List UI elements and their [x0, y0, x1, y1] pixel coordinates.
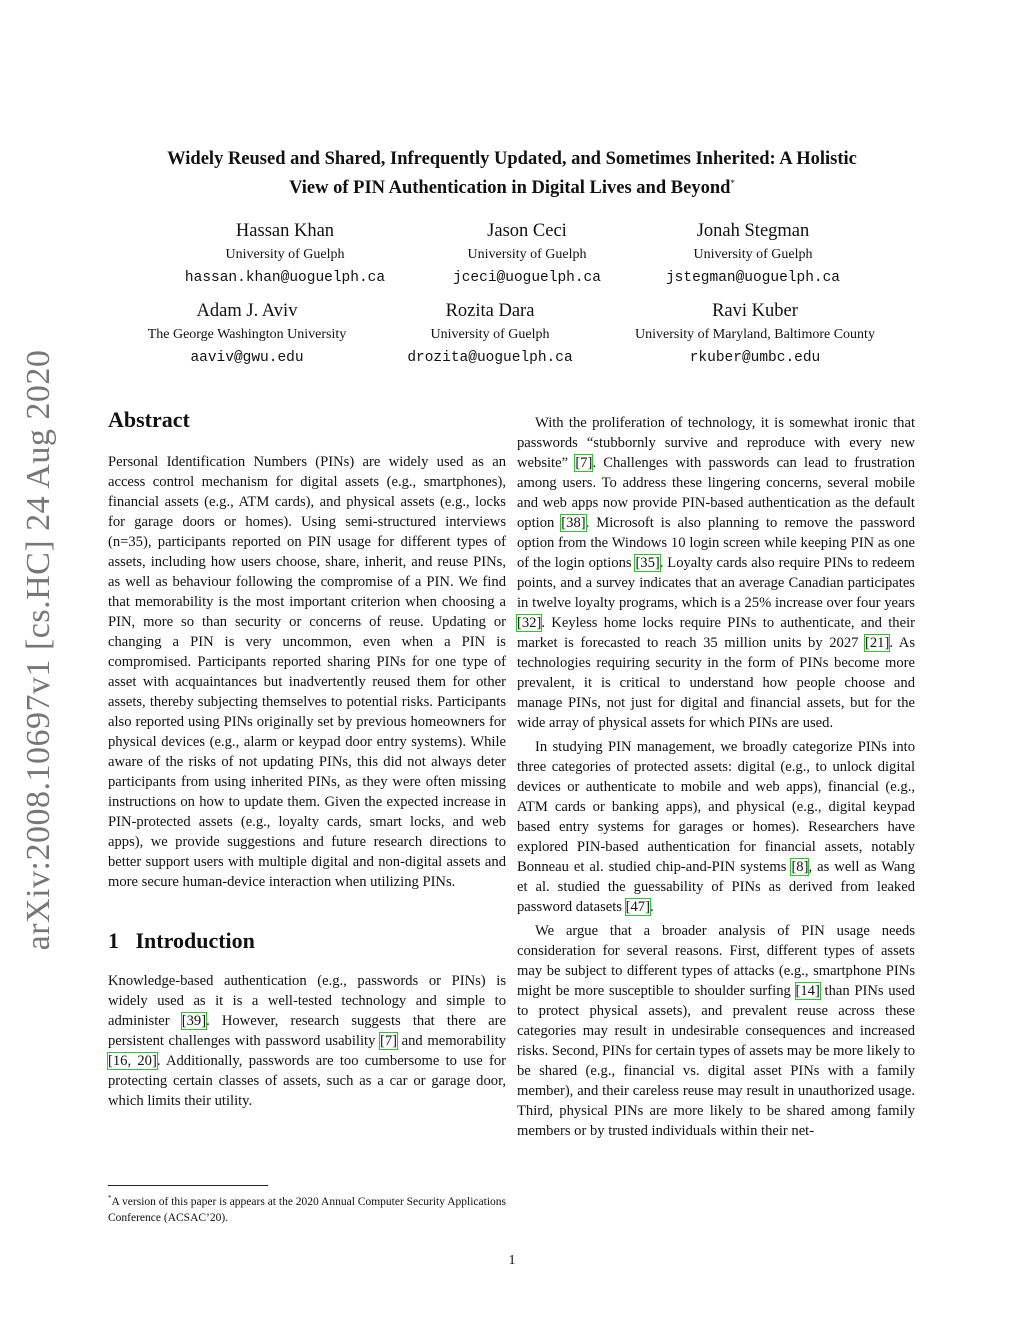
title-line-1: Widely Reused and Shared, Infrequently Updated, and Sometimes Inherited: A Holistic [167, 149, 857, 169]
footnote-mark: * [108, 1194, 112, 1202]
author-affiliation: The George Washington University [147, 327, 347, 342]
author-email: jceci@uoguelph.ca [453, 270, 601, 286]
author-affiliation: University of Guelph [467, 247, 587, 262]
body-paragraph: We argue that a broader analysis of PIN usage needs consideration for several reasons. First, different types of assets may be subject to different types of attacks (e.g., smartphone PINs might be more susceptible to shoulder surfing [14] than PINs used to protect physical assets), and prevalent reuse across these categories may result in undesirable consequences and increased risks. Second, PINs for certain types of assets may be more likely to be shared (e.g., financial vs. digital asset PINs with a family member), and their careless reuse may result in unauthorized usage. Third, physical PINs are more likely to be shared among family members or by trusted individuals within their net- [517, 923, 916, 1139]
title-line-2: View of PIN Authentication in Digital Lives and Beyond [289, 178, 731, 199]
author-email: jstegman@uoguelph.ca [665, 270, 841, 286]
citation-link[interactable]: [16, 20] [108, 1053, 157, 1069]
author-block [605, 299, 905, 369]
citation-link[interactable]: [8] [791, 859, 809, 875]
author-affiliation: University of Maryland, Baltimore County [635, 327, 875, 342]
author-name: Jonah Stegman [696, 221, 810, 241]
citation-link[interactable]: [32] [517, 615, 542, 631]
section-title: Introduction [135, 928, 255, 953]
author-affiliation: University of Guelph [693, 247, 813, 262]
author-email: aaviv@gwu.edu [190, 350, 304, 366]
author-block [608, 219, 898, 289]
author-name: Ravi Kuber [712, 301, 798, 321]
citation-link[interactable]: [14] [795, 983, 820, 999]
footnote-rule [108, 1185, 268, 1186]
arxiv-identifier: arXiv:2008.10697v1 [cs.HC] 24 Aug 2020 [20, 349, 57, 951]
author-name: Rozita Dara [445, 301, 535, 321]
footnote [108, 1190, 506, 1226]
citation-link[interactable]: [35] [635, 555, 660, 571]
citation-link[interactable]: [39] [181, 1013, 207, 1029]
citation-link[interactable]: [38] [561, 515, 586, 531]
section-number: 1 [108, 928, 119, 953]
footnote-text: A version of this paper is appears at the 2020 Annual Computer Security Applications Conference (ACSAC’20). [108, 1195, 506, 1224]
right-column [517, 413, 915, 1141]
section-heading [108, 927, 506, 955]
title-footnote-mark: * [730, 178, 735, 188]
body-paragraph: With the proliferation of technology, it is somewhat ironic that passwords “stubbornly survive and reproduce with every new website” [7]. Challenges with passwords can lead to frustration among users. To address these lingering concerns, several mobile and web apps now provide PIN-based authentication as the default option [38]. Microsoft is also planning to remove the password option from the Windows 10 login screen while keeping PIN as one of the login options [35]. Loyalty cards also require PINs to redeem points, and a survey indicates that an average Canadian participates in twelve loyalty programs, which is a 25% increase over four years [32]. Keyless home locks require PINs to authenticate, and their market is forecasted to reach 35 million units by 2027 [21]. As technologies requiring security in the form of PINs become more prevalent, it is critical to understand how people choose and manage PINs, not just for digital and financial assets, but for the wide array of physical assets for which PINs are used. [517, 415, 915, 731]
citation-link[interactable]: [7] [380, 1033, 398, 1049]
author-name: Adam J. Aviv [196, 301, 298, 321]
intro-paragraph: Knowledge-based authentication (e.g., passwords or PINs) is widely used as it is a well-tested technology and simple to administer [39]. However, research suggests that there are persistent challenges with password usability [7] and memorability [16, 20]. Additionally, passwords are too cumbersome to use for protecting certain classes of assets, such as a car or garage door, which limits their utility. [108, 973, 506, 1109]
author-email: rkuber@umbc.edu [689, 350, 821, 366]
author-name: Jason Ceci [487, 221, 567, 241]
left-column [108, 406, 506, 1111]
author-affiliation: University of Guelph [430, 327, 550, 342]
abstract-heading: Abstract [108, 407, 190, 432]
citation-link[interactable]: [7] [575, 455, 593, 471]
author-email: drozita@uoguelph.ca [407, 350, 573, 366]
author-block [345, 299, 635, 369]
body-paragraph: In studying PIN management, we broadly categorize PINs into three categories of protected assets: digital (e.g., to unlock digital devices or authenticate to mobile and web apps), financial (e.g., ATM cards or banking apps), and physical (e.g., digital keypad based entry systems for garages or homes). Researchers have explored PIN-based authentication for financial assets, notably Bonneau et al. studied chip-and-PIN systems [8], as well as Wang et al. studied the guessability of PINs as derived from leaked password datasets [47]. [517, 739, 915, 915]
author-email: hassan.khan@uoguelph.ca [184, 270, 386, 286]
citation-link[interactable]: [21] [865, 635, 890, 651]
author-name: Hassan Khan [235, 221, 335, 241]
author-affiliation: University of Guelph [225, 247, 345, 262]
page-number: 1 [508, 1253, 516, 1268]
arxiv-sidebar [14, 340, 64, 960]
paper-title [100, 147, 924, 200]
abstract-text: Personal Identification Numbers (PINs) are widely used as an access control mechanism for digital assets (e.g., smartphones), financial assets (e.g., ATM cards), and physical assets (e.g., locks for garage doors or homes). Using semi-structured interviews (n=35), participants reported on PIN usage for different types of assets, including how users choose, share, inherit, and reuse PINs, as well as behaviour following the compromise of a PIN. We find that memorability is the most important criterion when choosing a PIN, more so than security or concerns of reuse. Updating or changing a PIN is very uncommon, even when a PIN is compromised. Participants reported sharing PINs for one type of asset with acquaintances but inadvertently reused them for other assets, thereby subjecting themselves to potential risks. Participants also reported using PINs originally set by previous homeowners for physical devices (e.g., alarm or keypad door entry systems). While aware of the risks of not updating PINs, this did not always deter participants from using inherited PINs, as they were often missing instructions on how to update them. Given the expected increase in PIN-protected assets (e.g., loyalty cards, smart locks, and web apps), we provide suggestions and future research directions to better support users with multiple digital and non-digital assets and more secure human-device interaction when utilizing PINs. [108, 454, 506, 890]
citation-link[interactable]: [47] [625, 899, 650, 915]
